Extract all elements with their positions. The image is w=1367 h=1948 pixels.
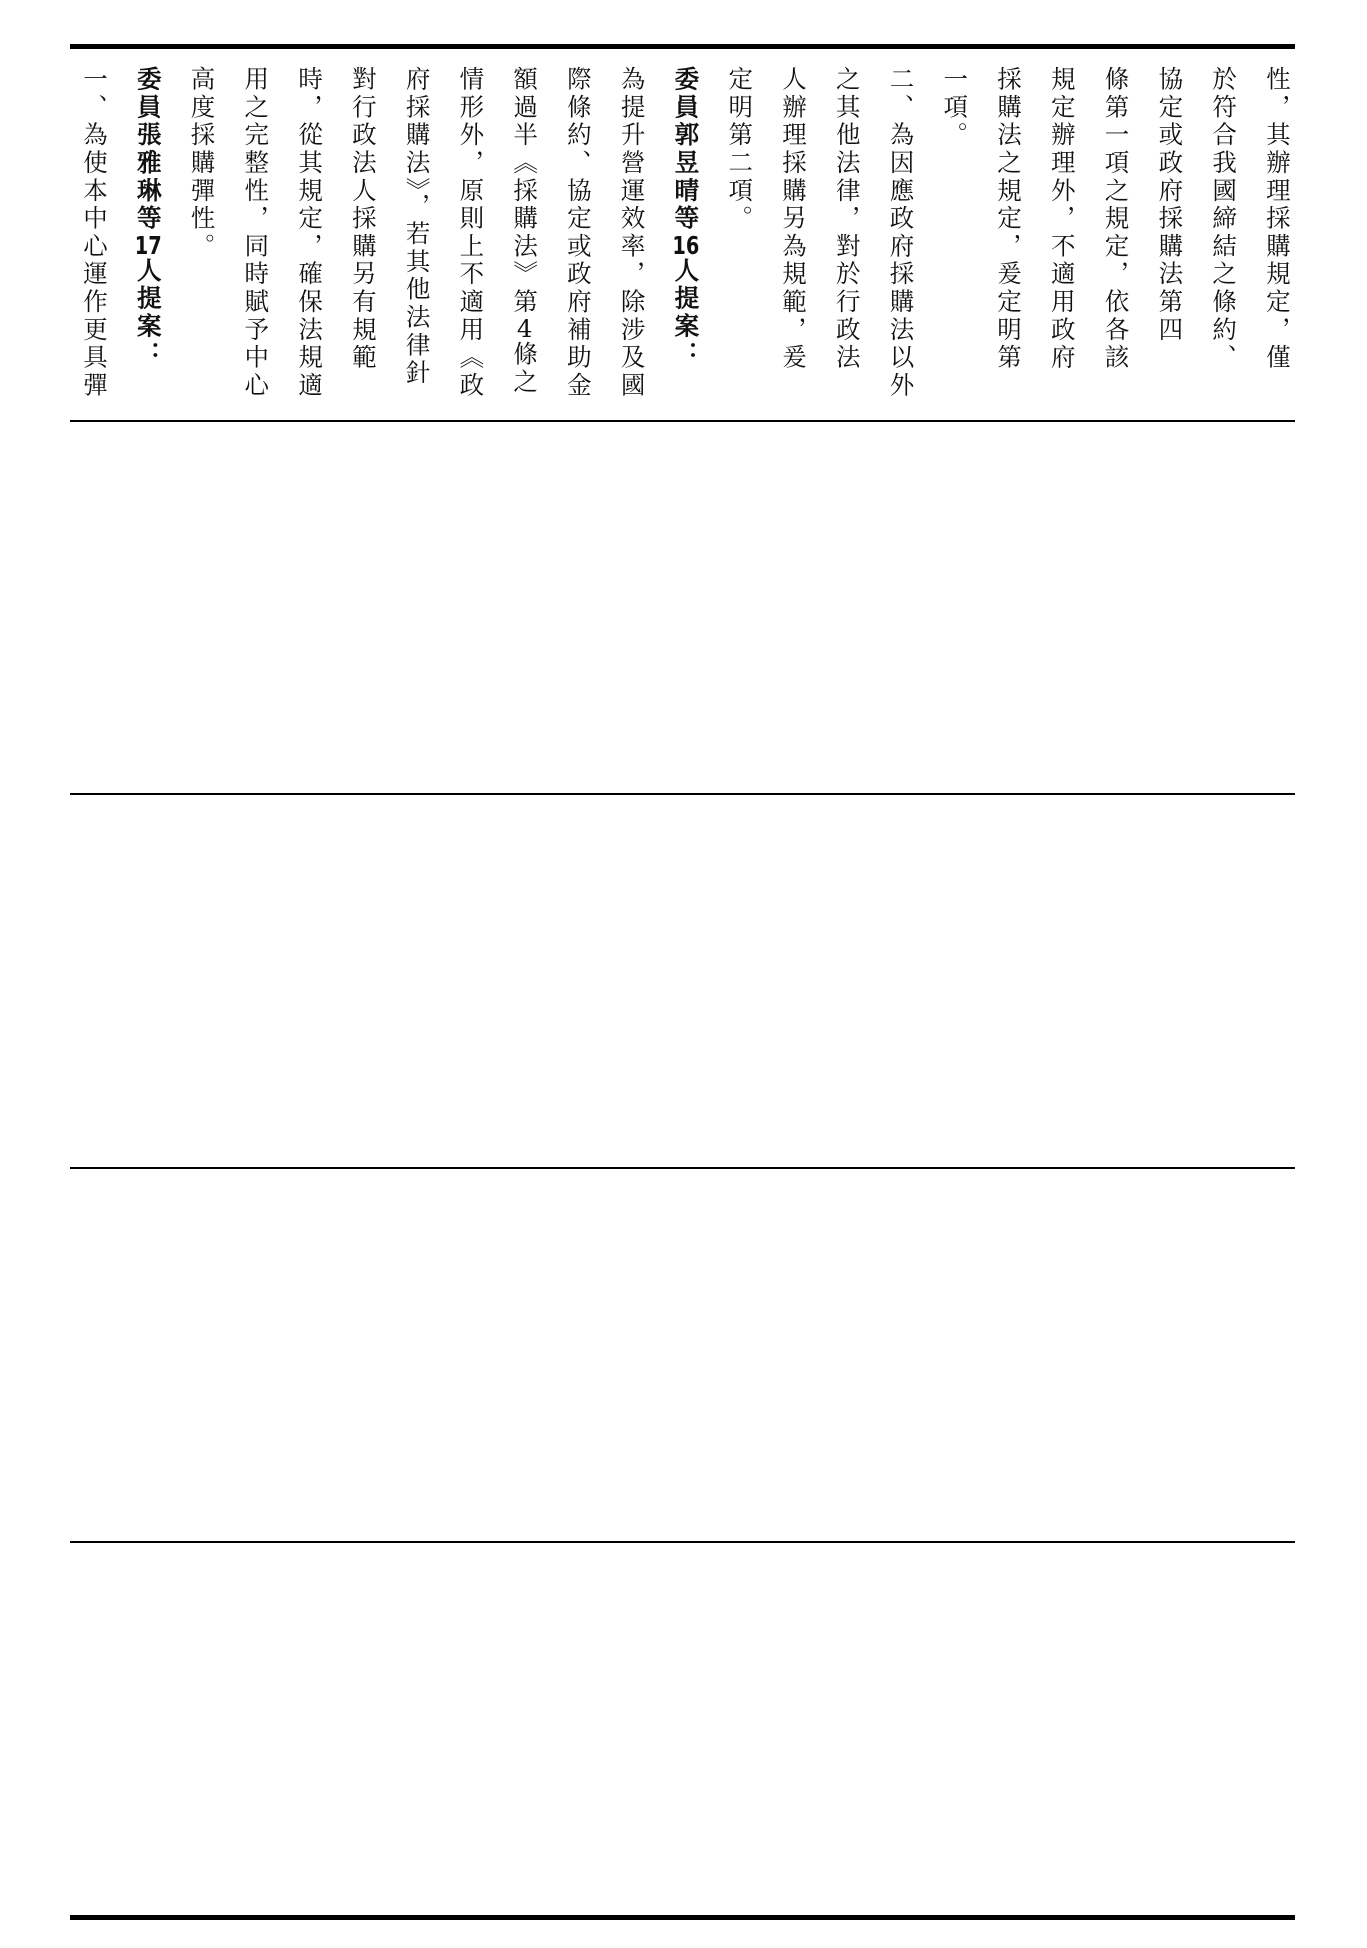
text-line: 一項。 [940,66,970,150]
table-row-divider [70,793,1295,795]
text-line: 條第一項之規定，依各該 [1101,66,1131,372]
text-line: 際條約、協定或政府補助金 [563,66,593,400]
text-line: 高度採購彈性。 [187,66,217,261]
text-line: 額過半《採購法》第4條之 [510,66,540,397]
text-line: 採購法之規定，爰定明第 [994,66,1024,372]
text-line: 定明第二項。 [725,66,755,233]
text-line: 對行政法人採購另有規範 [348,66,378,372]
table-bottom-border [70,1915,1295,1920]
text-line: 之其他法律，對於行政法 [832,66,862,372]
text-line: 人辦理採購另為規範，爰 [778,66,808,372]
text-line: 性，其辦理採購規定，僅 [1262,66,1292,372]
text-line: 協定或政府採購法第四 [1155,66,1185,344]
text-line: 二、為因應政府採購法以外 [886,66,916,400]
text-line: 府採購法》，若其他法律針 [402,66,432,388]
table-row-divider [70,420,1295,422]
proposal-heading: 委員張雅琳等17人提案： [133,66,163,369]
text-line: 規定辦理外，不適用政府 [1047,66,1077,372]
text-line: 於符合我國締結之條約、 [1209,66,1239,372]
text-line: 情形外，原則上不適用《政 [456,66,486,400]
explanation-column-text [70,48,1295,420]
text-line: 一、為使本中心運作更具彈 [80,66,109,400]
text-line: 時，從其規定，確保法規適 [295,66,325,400]
text-line: 用之完整性，同時賦予中心 [241,66,271,400]
table-row-divider [70,1541,1295,1543]
table-row-divider [70,1167,1295,1169]
text-line: 為提升營運效率，除涉及國 [617,66,647,400]
proposal-heading: 委員郭昱晴等16人提案： [671,66,701,369]
